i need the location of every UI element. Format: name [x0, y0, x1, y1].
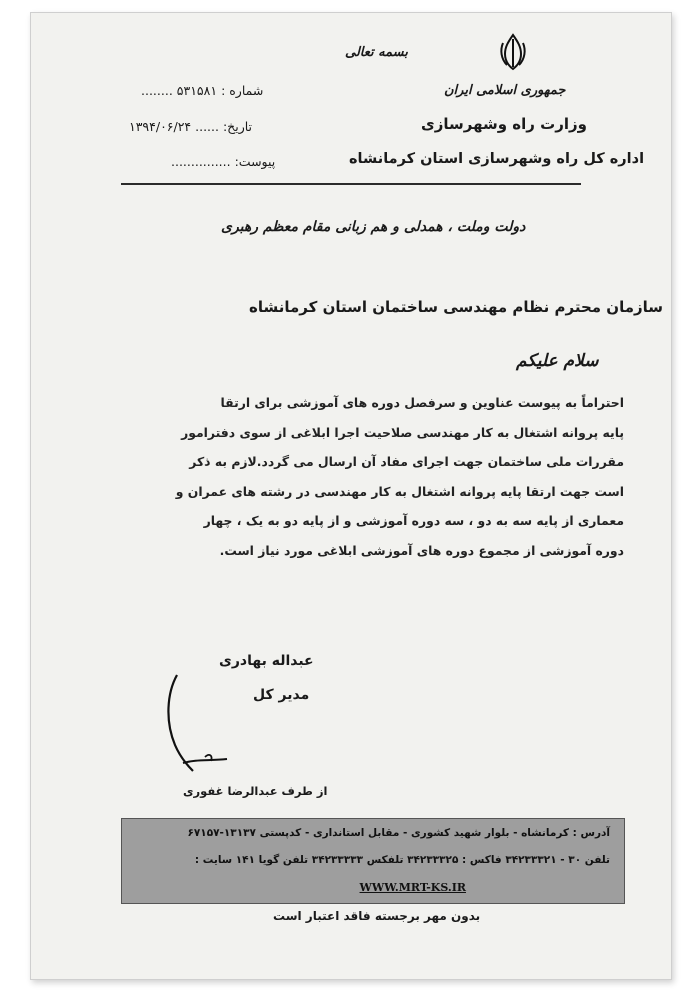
letter-date-value: ۱۳۹۴/۰۶/۲۴ — [129, 119, 192, 134]
handwritten-signature-icon — [149, 663, 259, 783]
footer-address: آدرس : کرمانشاه - بلوار شهید کشوری - مقابل استانداری - کدپستی ۱۳۱۳۷-۶۷۱۵۷ — [187, 827, 610, 839]
directorate-name: اداره کل راه وشهرسازی استان کرمانشاه — [349, 151, 645, 167]
body-line: معماری از پایه سه به دو ، سه دوره آموزشی و از پایه دو به یک ، چهار — [203, 513, 624, 528]
ministry-name: وزارت راه وشهرسازی — [421, 115, 587, 133]
greeting: سلام علیکم — [516, 351, 599, 371]
on-behalf-note: از طرف عبدالرضا غفوری — [183, 784, 328, 798]
letter-page — [30, 12, 672, 980]
letter-attachment: پیوست: ............... — [171, 154, 276, 169]
footer-phones: تلفن ۳۰ - ۳۴۲۳۳۳۲۱ فاکس : ۳۴۲۳۳۳۲۵ تلفکس ۳۴۲۳۳۳۳۳ تلفن گویا ۱۴۱ سایت : — [194, 854, 610, 866]
slogan: دولت وملت ، همدلی و هم زبانی مقام معظم رهبری — [221, 219, 526, 235]
letter-number-value: ۵۳۱۵۸۱ — [176, 83, 218, 98]
letter-number: شماره : ۵۳۱۵۸۱ ........ — [141, 83, 264, 98]
letter-attachment-label: پیوست: — [234, 154, 276, 169]
contact-footer — [121, 818, 625, 904]
iran-emblem-icon — [497, 33, 529, 71]
letter-date: تاریخ: ...... ۱۳۹۴/۰۶/۲۴ — [129, 119, 253, 134]
body-line: احتراماً به پیوست عناوین و سرفصل دوره های آموزشی برای ارتقا — [220, 395, 624, 410]
bismillah: بسمه تعالی — [345, 45, 408, 60]
body-line: دوره آموزشی از مجموع دوره های آموزشی ابلاغی مورد نیاز است. — [219, 542, 624, 558]
signatory-name: عبداله بهادری — [219, 653, 314, 669]
country-name: جمهوری اسلامی ایران — [444, 83, 566, 98]
letter-body — [126, 388, 624, 565]
letter-number-label: شماره : — [221, 83, 264, 98]
recipient: سازمان محترم نظام مهندسی ساختمان استان کرمانشاه — [249, 298, 664, 316]
validity-note: بدون مهر برجسته فاقد اعتبار است — [273, 909, 481, 923]
header-divider — [121, 183, 581, 185]
footer-website-link[interactable]: WWW.MRT-KS.IR — [359, 881, 466, 894]
body-line: مقررات ملی ساختمان جهت اجرای مفاد آن ارسال می گردد.لازم به ذکر — [189, 454, 624, 469]
signatory-title: مدیر کل — [253, 687, 310, 703]
body-line: پایه پروانه اشتغال به کار مهندسی صلاحیت اجرا ابلاغی از سوی دفترامور — [181, 424, 624, 440]
letter-date-label: تاریخ: — [222, 119, 253, 134]
body-line: است جهت ارتقا پایه پروانه اشتغال به کار مهندسی در رشته های عمران و — [175, 483, 624, 499]
